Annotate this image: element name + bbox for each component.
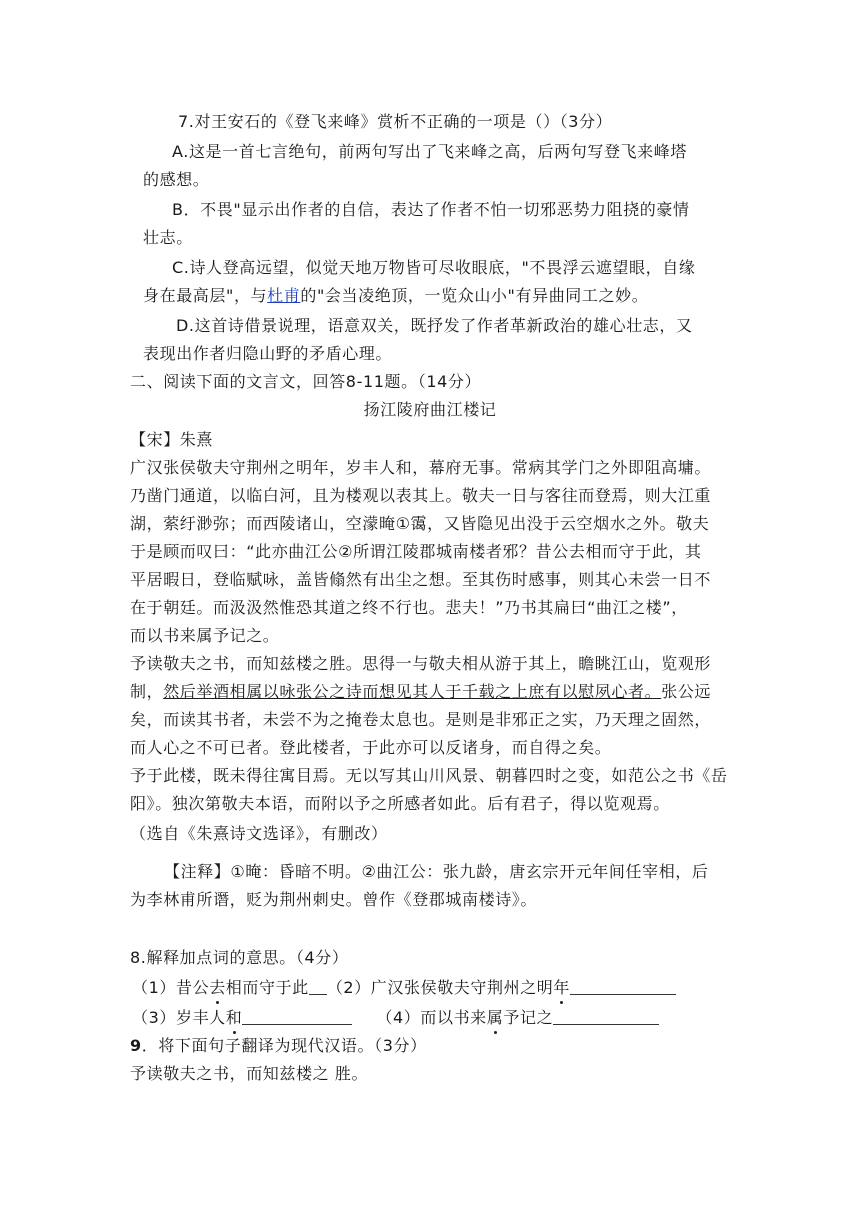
p2-text-post: 张公远: [661, 682, 712, 701]
dufu-link[interactable]: 杜甫: [267, 286, 301, 305]
q9-number: 9: [130, 1036, 142, 1055]
annotation-line2: 为李林甫所谮，贬为荆州刺史。曾作《登郡城南楼诗》。: [130, 890, 538, 909]
q8-item3-text: （3）岁丰人: [132, 1008, 226, 1027]
q8-item3-answer-blank[interactable]: [242, 1008, 352, 1025]
paragraph3-line: 阳》。独次第敬夫本语，而附以予之所感者如此。后有君子，得以览观焉。: [130, 794, 670, 813]
q8-item2-dotted-word: 年: [553, 978, 571, 997]
paragraph2-line-underlined: [130, 681, 711, 703]
q7-option-b-line2: 壮志。: [143, 228, 193, 247]
essay-author: 【宋】朱熹: [130, 430, 214, 449]
q8-item2-text: （2）广汉张侯敬夫守荆州之明: [326, 978, 554, 997]
q8-row1: [132, 977, 676, 999]
q7-option-d-line2: 表现出作者归隐山野的矛盾心理。: [143, 344, 393, 363]
q8-stem: 8.解释加点词的意思。（4分）: [130, 948, 349, 967]
q8-item1-answer-blank[interactable]: [309, 978, 327, 995]
q8-item4-answer-blank[interactable]: [553, 1008, 659, 1025]
q7-c-text-pre: 身在最高层"，与: [143, 286, 268, 305]
q9-stem-text: ．将下面句子翻译为现代汉语。（3分）: [141, 1036, 427, 1055]
q7-option-c-line2: [143, 285, 648, 307]
paragraph3-line: 予于此楼，既未得往寓目焉。无以写其山川风景、朝暮四时之变，如范公之书《岳: [130, 766, 728, 785]
paragraph1-line: 而以书来属予记之。: [130, 626, 280, 645]
paragraph1-line: 乃凿门通道，以临白河，且为楼观以表其上。敬夫一日与客往而登焉，则大江重: [130, 486, 712, 505]
q7-option-d-line1: D.这首诗借景说理，语意双关，既抒发了作者革新政治的雄心壮志，又: [176, 316, 693, 335]
q7-option-b-line1: B．不畏"显示出作者的自信，表达了作者不怕一切邪恶势力阻挠的豪情: [172, 200, 690, 219]
annotation-line1: 【注释】①晻：昏暗不明。②曲江公：张九龄，唐玄宗开元年间任宰相，后: [164, 862, 709, 881]
q8-item1-text: （1）昔公: [132, 978, 210, 997]
paragraph1-line: 平居暇日，登临赋咏，盖皆翛然有出尘之想。至其伤时感事，则其心未尝一日不: [130, 570, 712, 589]
q8-item1-text-post: 相而守于此: [225, 978, 309, 997]
q8-item4-dotted-word: 属: [486, 1008, 504, 1027]
section2-heading: 二、阅读下面的文言文，回答8-11题。（14分）: [130, 372, 482, 391]
q8-item2-answer-blank[interactable]: [570, 978, 676, 995]
q7-c-text-post: 的"会当凌绝顶，一览众山小"有异曲同工之妙。: [300, 286, 649, 305]
paragraph1-line: 于是顾而叹曰：“此亦曲江公②所谓江陵郡城南楼者邪？昔公去相而守于此，其: [130, 542, 702, 561]
paragraph2-line: 矣，而读其书者，未尝不为之掩卷太息也。是则是非邪正之实，乃天理之固然，: [130, 710, 712, 729]
p2-text-pre: 制，: [130, 682, 164, 701]
q9-stem: [130, 1035, 427, 1057]
source-note: （选自《朱熹诗文选译》，有删改）: [130, 824, 388, 843]
paragraph2-line: 而人心之不可已者。登此楼者，于此亦可以反诸身，而自得之矣。: [130, 738, 612, 757]
q7-stem: 7.对王安石的《登飞来峰》赏析不正确的一项是（）（3分）: [178, 112, 613, 131]
paragraph2-line: 予读敬夫之书，而知兹楼之胜。思得一与敬夫相从游于其上，瞻眺江山，览观形: [130, 654, 712, 673]
underlined-sentence: 然后举酒相属以咏张公之诗而想见其人于千载之上庶有以慰夙心者。: [163, 682, 662, 701]
paragraph1-line: 在于朝廷。而汲汲然惟恐其道之终不行也。悲夫！”乃书其扁曰“曲江之楼”，: [130, 598, 688, 617]
essay-title: 扬江陵府曲江楼记: [363, 400, 497, 419]
paragraph1-line: 广汉张侯敬夫守荆州之明年，岁丰人和，幕府无事。常病其学门之外即阻高墉。: [130, 458, 712, 477]
q8-item3-dotted-word: 和: [225, 1008, 243, 1027]
q9-sentence: 予读敬夫之书，而知兹楼之 胜。: [130, 1064, 369, 1083]
q7-option-a-line1: A.这是一首七言绝句，前两句写出了飞来峰之高，后两句写登飞来峰塔: [172, 142, 687, 161]
q7-option-a-line2: 的感想。: [143, 170, 210, 189]
q7-option-c-line1: C.诗人登高远望，似觉天地万物皆可尽收眼底，"不畏浮云遮望眼，自缘: [172, 258, 696, 277]
q8-item4-text-post: 予记之: [503, 1008, 554, 1027]
q8-item4-text: （4）而以书来: [376, 1008, 487, 1027]
paragraph1-line: 湖，萦纡渺弥；而西陵诸山，空濛晻①霭，又皆隐见出没于云空烟水之外。敬夫: [130, 514, 710, 533]
q8-item1-dotted-word: 去: [209, 978, 226, 997]
q8-row2: [132, 1007, 659, 1029]
